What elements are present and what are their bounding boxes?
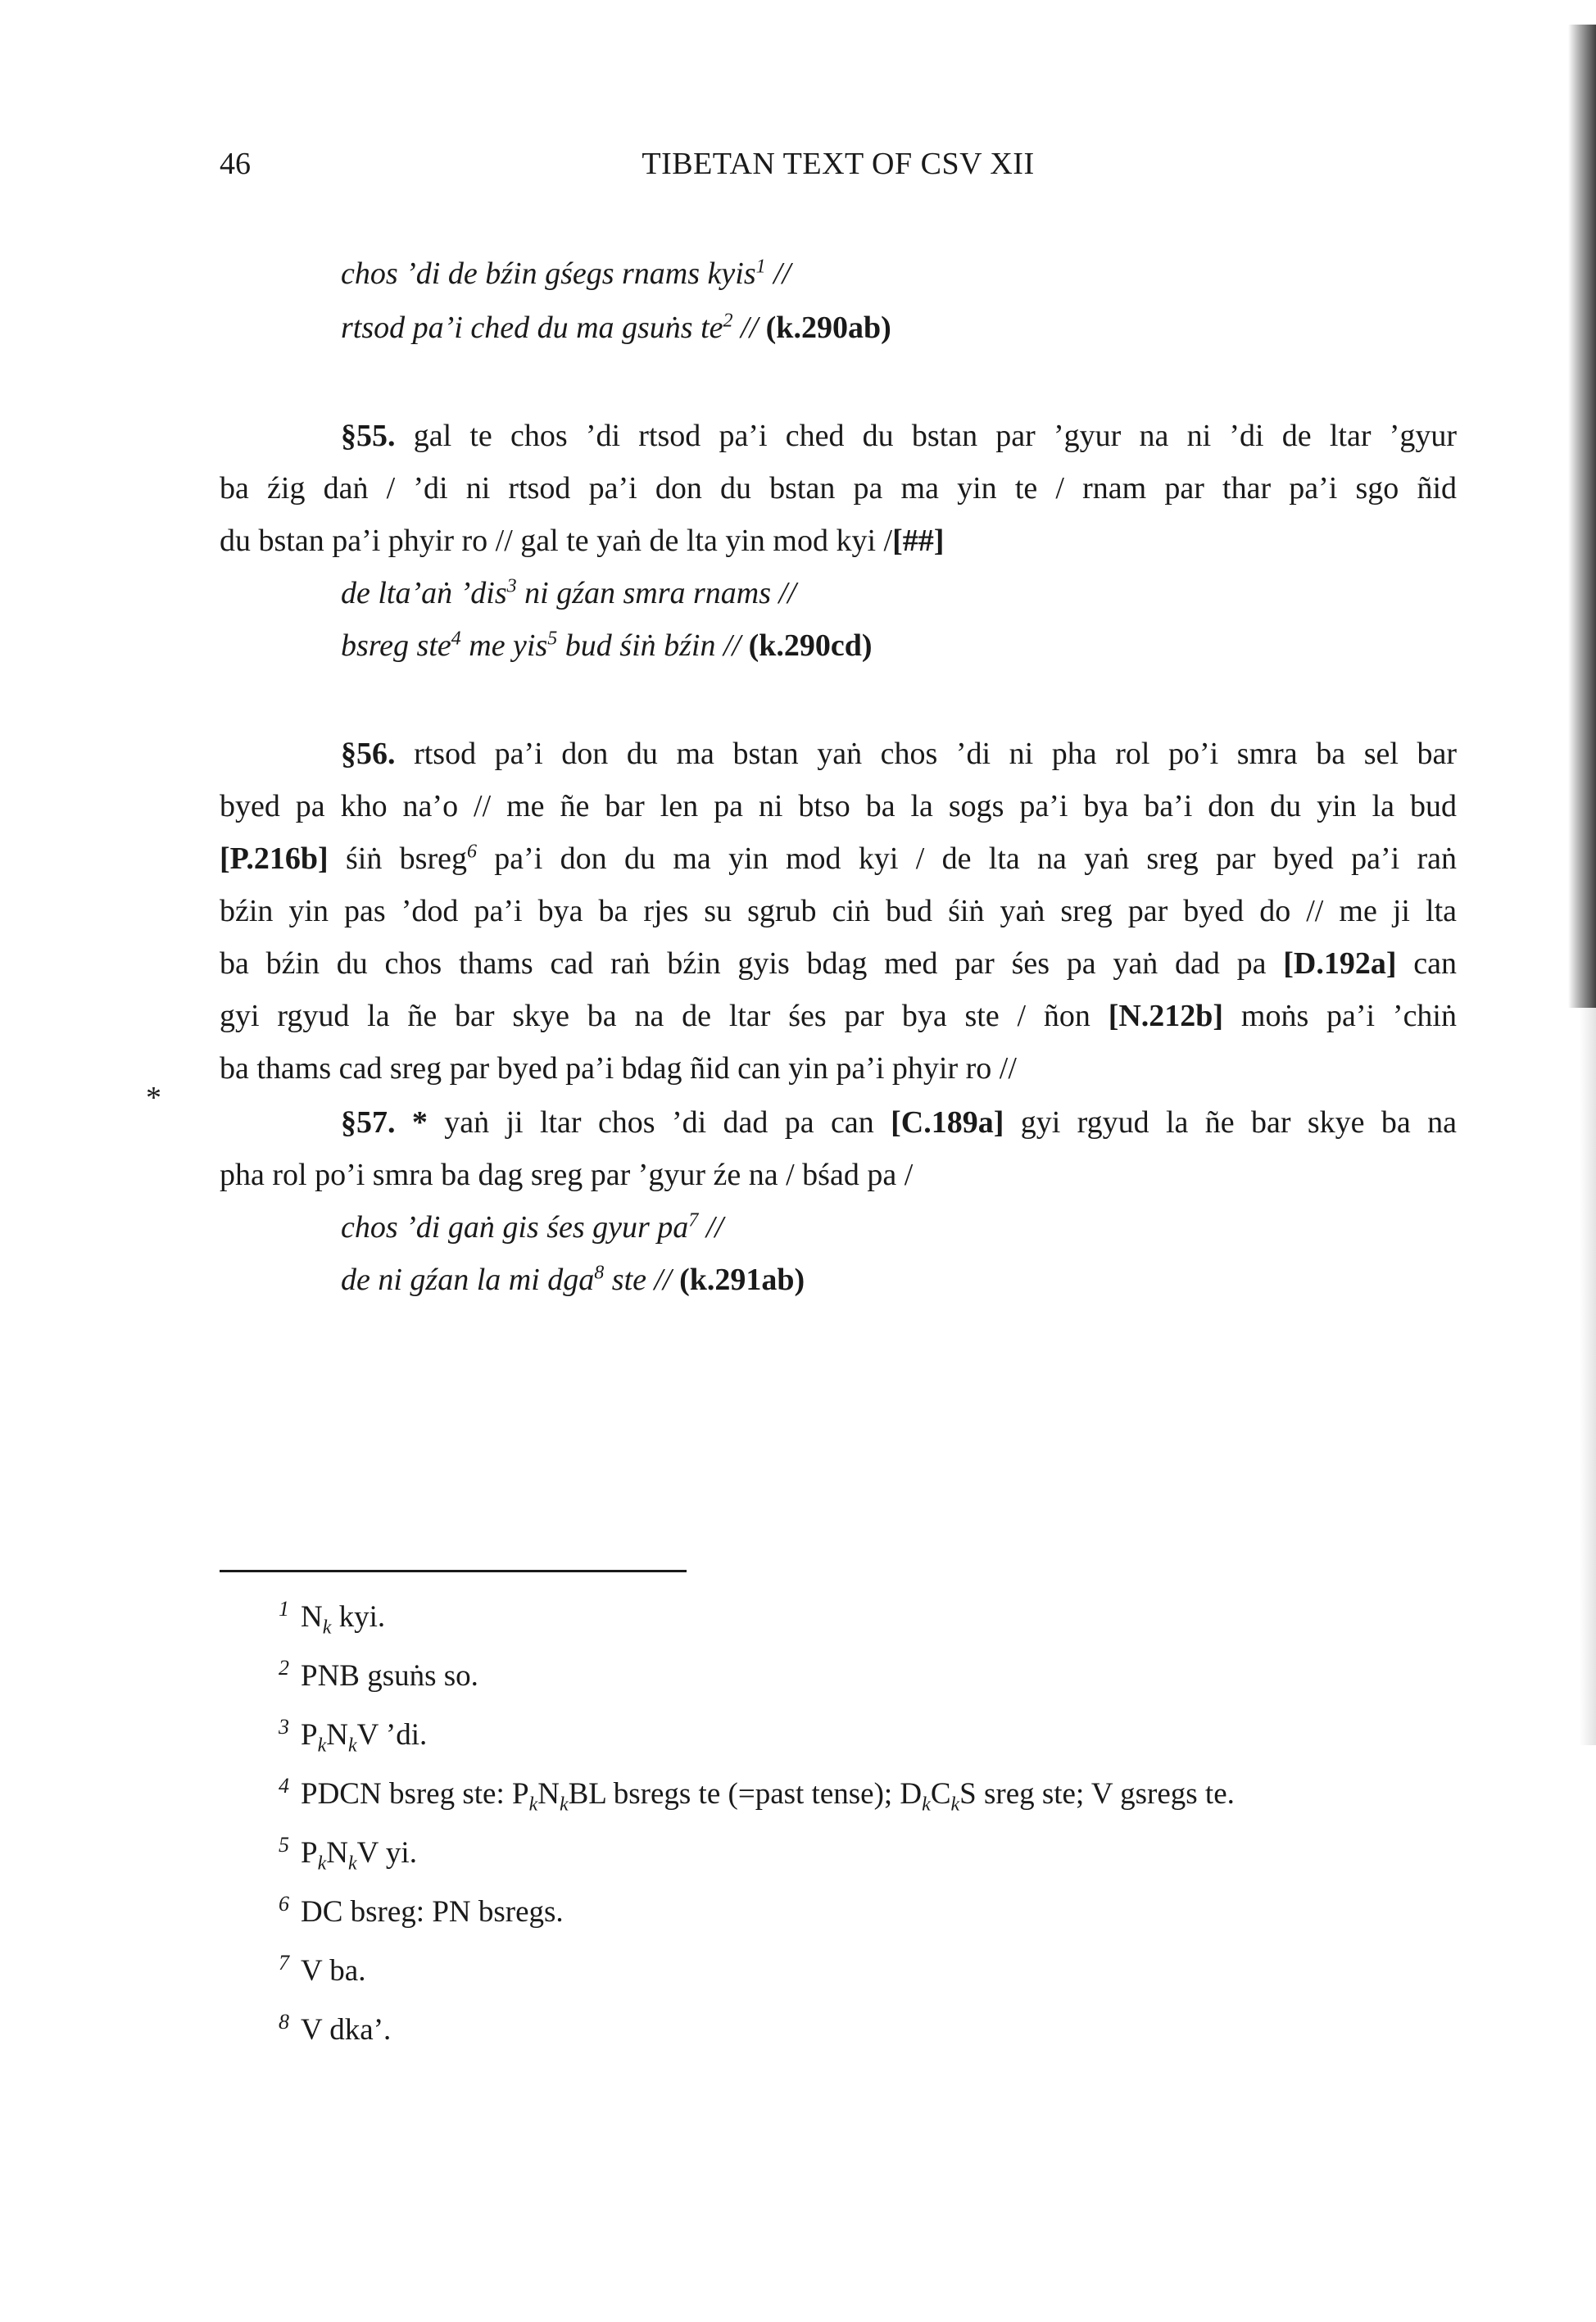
section-label: §55. <box>341 419 396 453</box>
margin-asterisk: * <box>146 1081 161 1115</box>
verse-reference: (k.291ab) <box>679 1263 805 1297</box>
footnote-number: 8 <box>279 2009 289 2034</box>
footnote-number: 2 <box>279 1655 289 1680</box>
page-number: 46 <box>220 147 251 181</box>
footnote-item: $^3$ $P_kN_kV$ ’di. <box>279 1714 428 1757</box>
page-reference: [N.212b] <box>1108 999 1224 1033</box>
verse-line: chos ’di gaṅ gis śes gyur $pa^7$ // <box>341 1209 723 1245</box>
footnote-item: $^1$ $N_k$ kyi. <box>279 1596 386 1639</box>
footnote-item: $^7$ V ba. <box>279 1950 366 1988</box>
page-reference: [D.192a] <box>1283 946 1397 981</box>
footnote-rule <box>220 1570 687 1572</box>
footnote-item: $^5$ $P_kN_kV$ yi. <box>279 1832 417 1875</box>
paragraph-line: byed pa kho na’o // me ñe bar len pa ni btso ba la sogs pa’i bya ba’i don du yin la bud <box>220 789 1457 823</box>
verse-line: de ni gźan la mi dga$^8$ ste // (k.291ab) <box>341 1262 805 1297</box>
footnote-number: 7 <box>279 1950 289 1975</box>
page-reference: [C.189a] <box>891 1105 1004 1140</box>
paragraph-line: [P.216b] śiṅ bsreg$^6$ pa’i don du ma yin mod kyi / de lta na yaṅ sreg par byed pa’i raṅ <box>220 841 1457 876</box>
page-reference: [##] <box>892 524 945 558</box>
footnote-number: 3 <box>279 1714 289 1739</box>
paragraph-line: gyi rgyud la ñe bar skye ba na de ltar śes par bya ste / ñon [N.212b] moṅs pa’i ’chiṅ <box>220 999 1457 1033</box>
footnote-number: 6 <box>279 1891 289 1916</box>
footnote-number: 4 <box>279 1773 289 1798</box>
footnote-number: 1 <box>279 1596 289 1621</box>
paragraph-line: §56. rtsod pa’i don du ma bstan yaṅ chos ’di ni pha rol po’i smra ba sel bar <box>341 737 1457 771</box>
paragraph-line: pha rol po’i smra ba dag sreg par ’gyur źe na / bśad pa / <box>220 1158 914 1192</box>
verse-line: de lta’aṅ ’dis$^3$ ni gźan smra rnams // <box>341 575 796 610</box>
scan-shadow-edge <box>1568 25 1596 1008</box>
paragraph-line: du bstan pa’i phyir ro // gal te yaṅ de lta yin mod kyi /[##] <box>220 524 945 558</box>
footnote-item: $^6$ DC bsreg: PN bsregs. <box>279 1891 564 1929</box>
footnote-item: $^2$ PNB gsuṅs so. <box>279 1655 478 1693</box>
verse-line: chos ’di de bźin gśegs rnams kyis$^1$ // <box>341 256 791 291</box>
running-title: TIBETAN TEXT OF CSV XII <box>642 147 1035 181</box>
paragraph-line: bźin yin pas ’dod pa’i bya ba rjes su sgrub ciṅ bud śiṅ yaṅ sreg par byed do // me ji lta <box>220 894 1457 928</box>
verse-reference: (k.290cd) <box>748 628 873 663</box>
section-label: §57. <box>341 1105 396 1140</box>
page-header <box>220 146 1457 187</box>
paragraph-line: ba źig daṅ / ’di ni rtsod pa’i don du bstan pa ma yin te / rnam par thar pa’i sgo ñid <box>220 471 1457 506</box>
page-reference: [P.216b] <box>220 841 329 876</box>
footnote-item: $^4$ PDCN bsreg ste: $P_kN_kBL$ bsregs te (=past tense); $D_kC_kS$ sreg ste; V gsregs te. <box>279 1773 1235 1816</box>
paragraph-line: §57. * yaṅ ji ltar chos ’di dad pa can [C.189a] gyi rgyud la ñe bar skye ba na <box>341 1105 1457 1140</box>
footnote-number: 5 <box>279 1832 289 1857</box>
section-label: §56. <box>341 737 396 771</box>
paragraph-line: ba bźin du chos thams cad raṅ bźin gyis bdag med par śes pa yaṅ dad pa [D.192a] can <box>220 946 1457 981</box>
footnote-item: $^8$ V dka’. <box>279 2009 392 2047</box>
paragraph-line: §55. gal te chos ’di rtsod pa’i ched du bstan par ’gyur na ni ’di de ltar ’gyur <box>341 419 1457 453</box>
scan-shadow-edge-lower <box>1580 1008 1596 1745</box>
verse-line: bsreg ste$^4$ me yis$^5$ bud śiṅ bźin // (k.290cd) <box>341 628 873 663</box>
verse-line: rtsod pa’i ched du ma gsuṅs $te^2 // (k.290ab)$ <box>341 310 891 345</box>
verse-reference: (k.290ab) <box>765 311 891 345</box>
paragraph-line: ba thams cad sreg par byed pa’i bdag ñid can yin pa’i phyir ro // <box>220 1051 1017 1086</box>
